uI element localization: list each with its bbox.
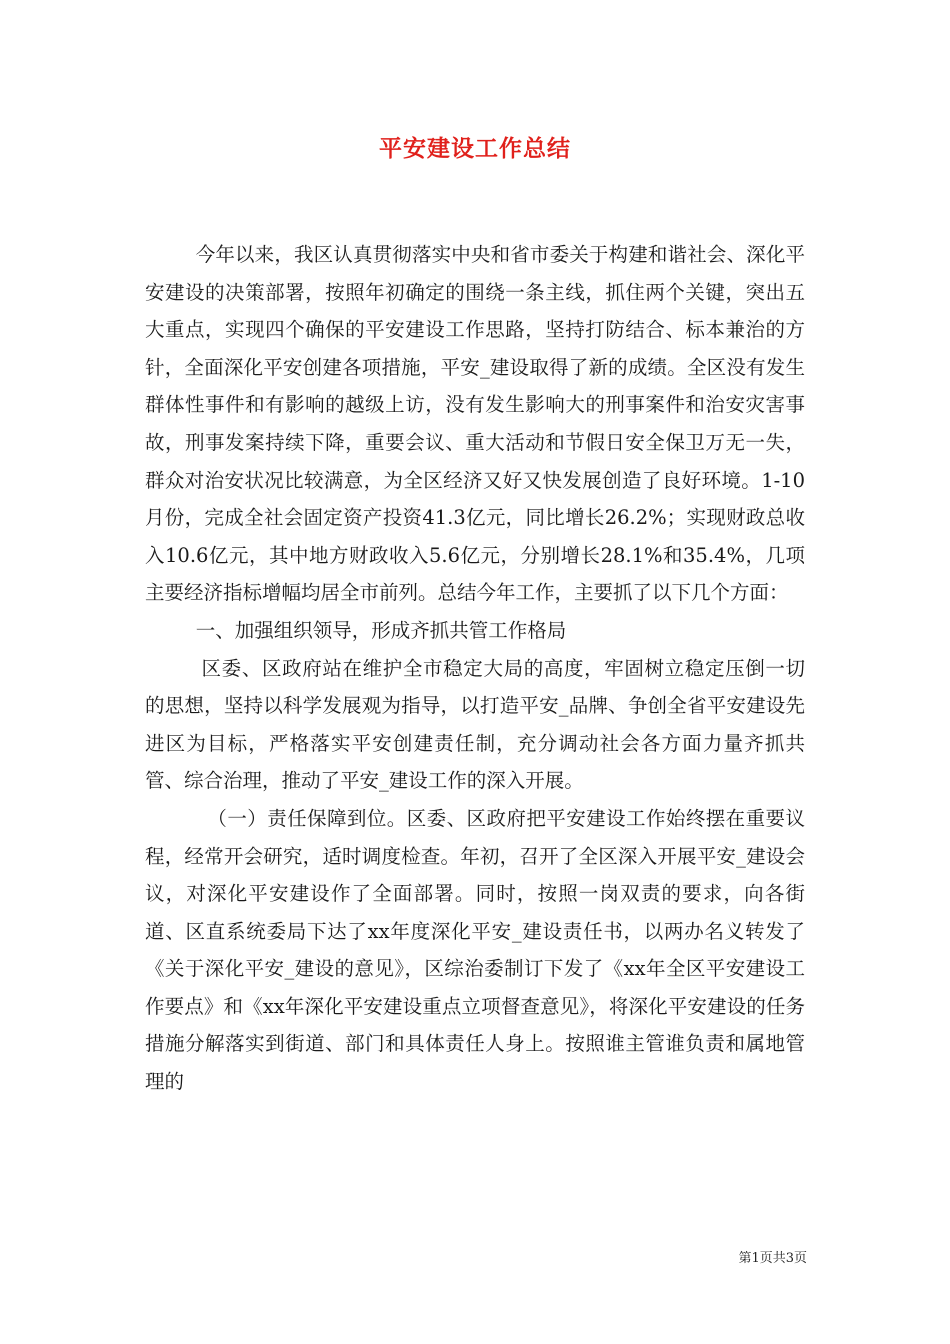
intro-paragraph: 今年以来，我区认真贯彻落实中央和省市委关于构建和谐社会、深化平安建设的决策部署，按照年初确定的围绕一条主线，抓住两个关键，突出五大重点，实现四个确保的平安建设工作思路，坚持打防结合、标本兼治的方针，全面深化平安创建各项措施，平安_建设取得了新的成绩。全区没有发生群体性事件和有影响的越级上访，没有发生影响大的刑事案件和治安灾害事故，刑事发案持续下降，重要会议、重大活动和节假日安全保卫万无一失，群众对治安状况比较满意，为全区经济又好又快发展创造了良好环境。1-10月份，完成全社会固定资产投资41.3亿元，同比增长26.2%；实现财政总收入10.6亿元，其中地方财政收入5.6亿元，分别增长28.1%和35.4%，几项主要经济指标增幅均居全市前列。总结今年工作，主要抓了以下几个方面： [145,243,805,605]
subsection-paragraph: （一）责任保障到位。区委、区政府把平安建设工作始终摆在重要议程，经常开会研究，适时调度检查。年初，召开了全区深入开展平安_建设会议，对深化平安建设作了全面部署。同时，按照一岗双责的要求，向各街道、区直系统委局下达了xx年度深化平安_建设责任书，以两办名义转发了《关于深化平安_建设的意见》，区综治委制订下发了《xx年全区平安建设工作要点》和《xx年深化平安建设重点立项督查意见》，将深化平安建设的任务措施分解落实到街道、部门和具体责任人身上。按照谁主管谁负责和属地管理的 [145,806,805,1094]
section-heading: 一、加强组织领导，形成齐抓共管工作格局 [195,618,567,642]
document-title: 平安建设工作总结 [379,135,571,162]
section-paragraph: 区委、区政府站在维护全市稳定大局的高度，牢固树立稳定压倒一切的思想，坚持以科学发展观为指导，以打造平安_品牌、争创全省平安建设先进区为目标，严格落实平安创建责任制，充分调动社会各方面力量齐抓共管、综合治理，推动了平安_建设工作的深入开展。 [145,656,805,793]
page-number: 第1页共3页 [738,1251,807,1266]
document-body [145,236,805,1101]
